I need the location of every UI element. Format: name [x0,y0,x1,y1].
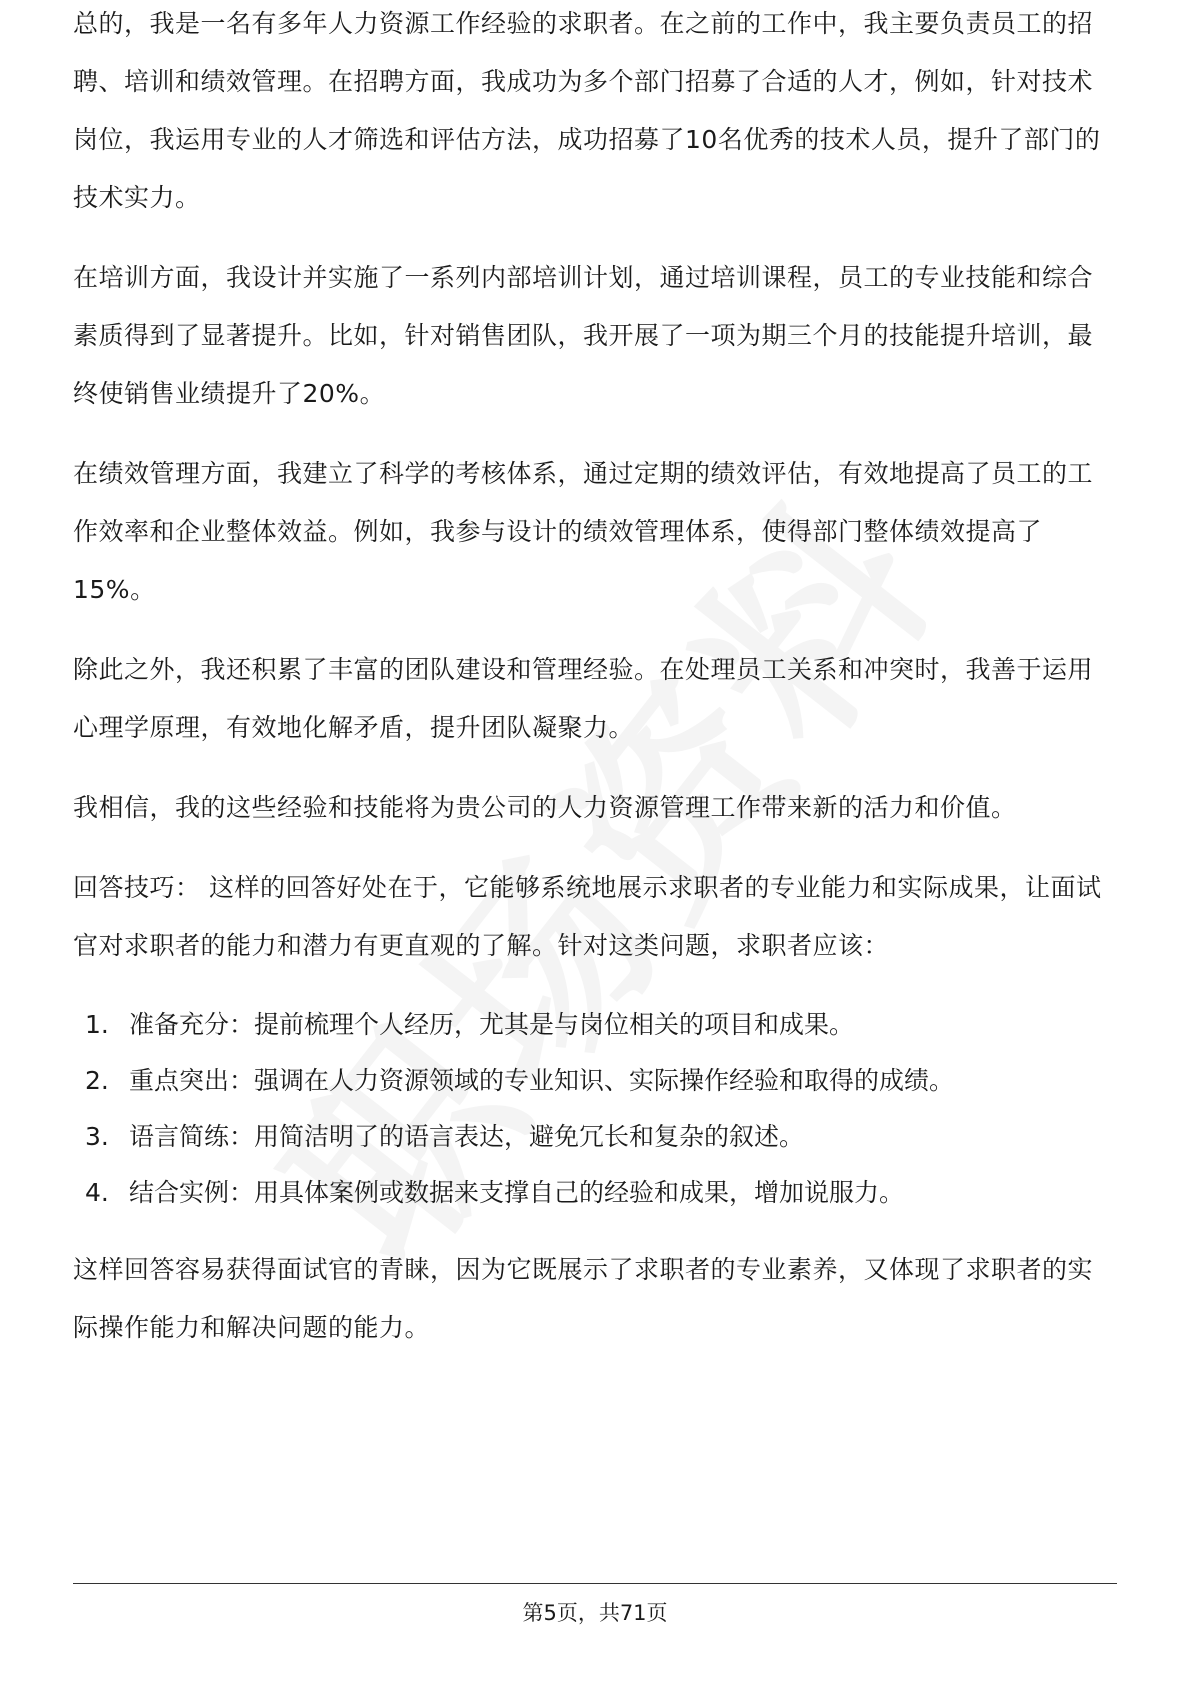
list-item-text: 准备充分：提前梳理个人经历，尤其是与岗位相关的项目和成果。 [129,1010,855,1039]
footer-divider [73,1583,1117,1584]
list-item-text: 语言简练：用简洁明了的语言表达，避免冗长和复杂的叙述。 [129,1122,805,1151]
list-item [85,1109,1117,1165]
tips-list [73,997,1117,1221]
paragraph-answer-tips: 回答技巧： 这样的回答好处在于，它能够系统地展示求职者的专业能力和实际成果，让面试官对求职者的能力和潜力有更直观的了解。针对这类问题，求职者应该： [73,873,1102,960]
list-item-text: 结合实例：用具体案例或数据来支撑自己的经验和成果，增加说服力。 [129,1178,905,1207]
paragraph-closing: 这样回答容易获得面试官的青睐，因为它既展示了求职者的专业素养，又体现了求职者的实际操作能力和解决问题的能力。 [73,1255,1094,1342]
list-item-number: 1. [85,1010,109,1039]
paragraph-experience-summary: 总的，我是一名有多年人力资源工作经验的求职者。在之前的工作中，我主要负责员工的招聘、培训和绩效管理。在招聘方面，我成功为多个部门招募了合适的人才，例如，针对技术岗位，我运用专业的人才筛选和评估方法，成功招募了10名优秀的技术人员，提升了部门的技术实力。 [73,9,1101,212]
list-item-number: 2. [85,1066,109,1095]
paragraph-training: 在培训方面，我设计并实施了一系列内部培训计划，通过培训课程，员工的专业技能和综合素质得到了显著提升。比如，针对销售团队，我开展了一项为期三个月的技能提升培训，最终使销售业绩提升了20%。 [73,263,1094,408]
paragraph-conclusion: 我相信，我的这些经验和技能将为贵公司的人力资源管理工作带来新的活力和价值。 [73,793,1017,822]
list-item-text: 重点突出：强调在人力资源领域的专业知识、实际操作经验和取得的成绩。 [129,1066,955,1095]
list-item-number: 4. [85,1178,109,1207]
paragraph-team-building: 除此之外，我还积累了丰富的团队建设和管理经验。在处理员工关系和冲突时，我善于运用心理学原理，有效地化解矛盾，提升团队凝聚力。 [73,655,1094,742]
page-number: 第5页，共71页 [522,1601,668,1625]
document-body [73,9,1117,1379]
paragraph-performance: 在绩效管理方面，我建立了科学的考核体系，通过定期的绩效评估，有效地提高了员工的工作效率和企业整体效益。例如，我参与设计的绩效管理体系，使得部门整体绩效提高了15%。 [73,459,1094,604]
list-item [85,1165,1117,1221]
list-item [85,1053,1117,1109]
list-item-number: 3. [85,1122,109,1151]
list-item [85,997,1117,1053]
